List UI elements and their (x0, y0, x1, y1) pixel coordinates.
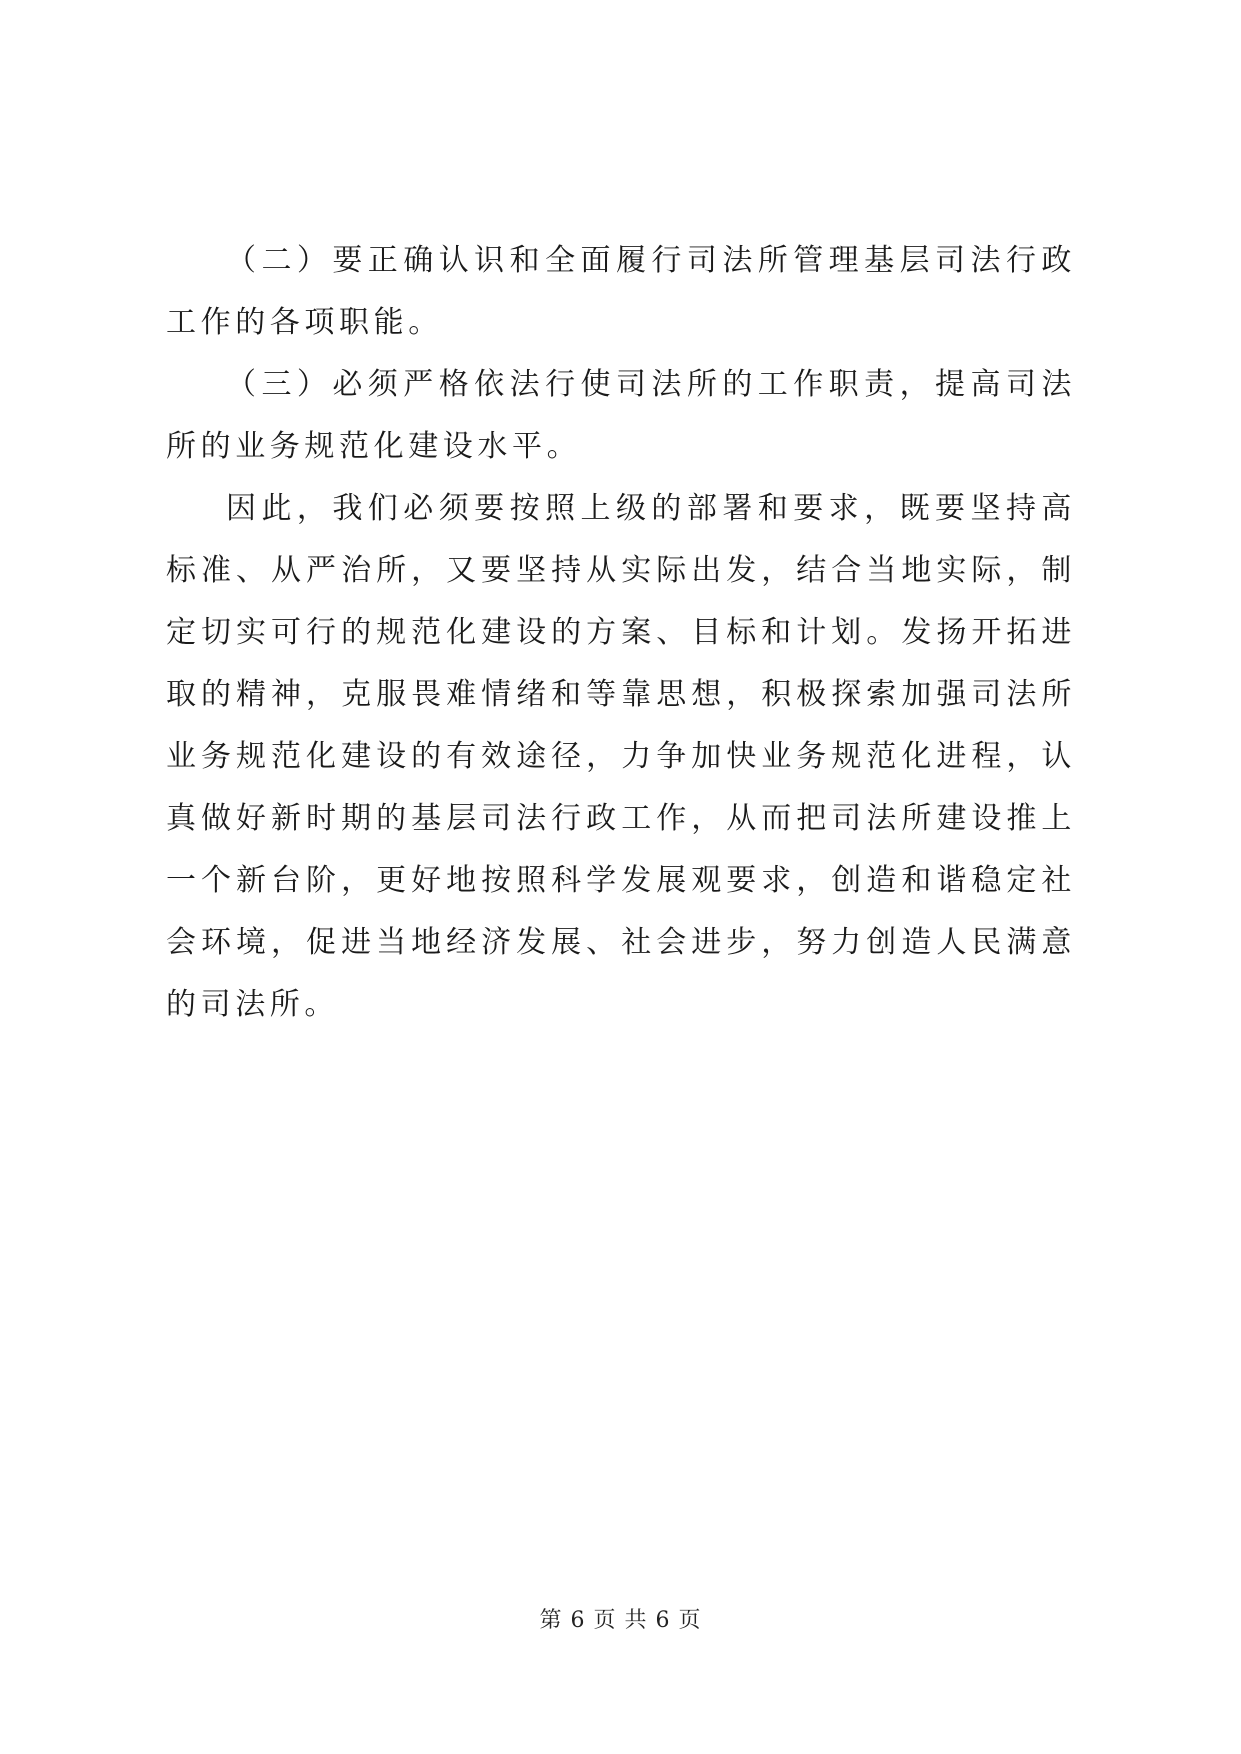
document-body (166, 230, 1076, 1036)
paragraph-item-3: （三）必须严格依法行使司法所的工作职责，提高司法所的业务规范化建设水平。 (166, 367, 1076, 464)
paragraph-conclusion: 因此，我们必须要按照上级的部署和要求，既要坚持高标准、从严治所，又要坚持从实际出发，结合当地实际，制定切实可行的规范化建设的方案、目标和计划。发扬开拓进取的精神，克服畏难情绪和等靠思想，积极探索加强司法所业务规范化建设的有效途径，力争加快业务规范化进程，认真做好新时期的基层司法行政工作，从而把司法所建设推上一个新台阶，更好地按照科学发展观要求，创造和谐稳定社会环境，促进当地经济发展、社会进步，努力创造人民满意的司法所。 (166, 491, 1076, 1022)
paragraph-item-2: （二）要正确认识和全面履行司法所管理基层司法行政工作的各项职能。 (166, 243, 1076, 340)
page-number-footer: 第 6 页 共 6 页 (539, 1608, 702, 1633)
